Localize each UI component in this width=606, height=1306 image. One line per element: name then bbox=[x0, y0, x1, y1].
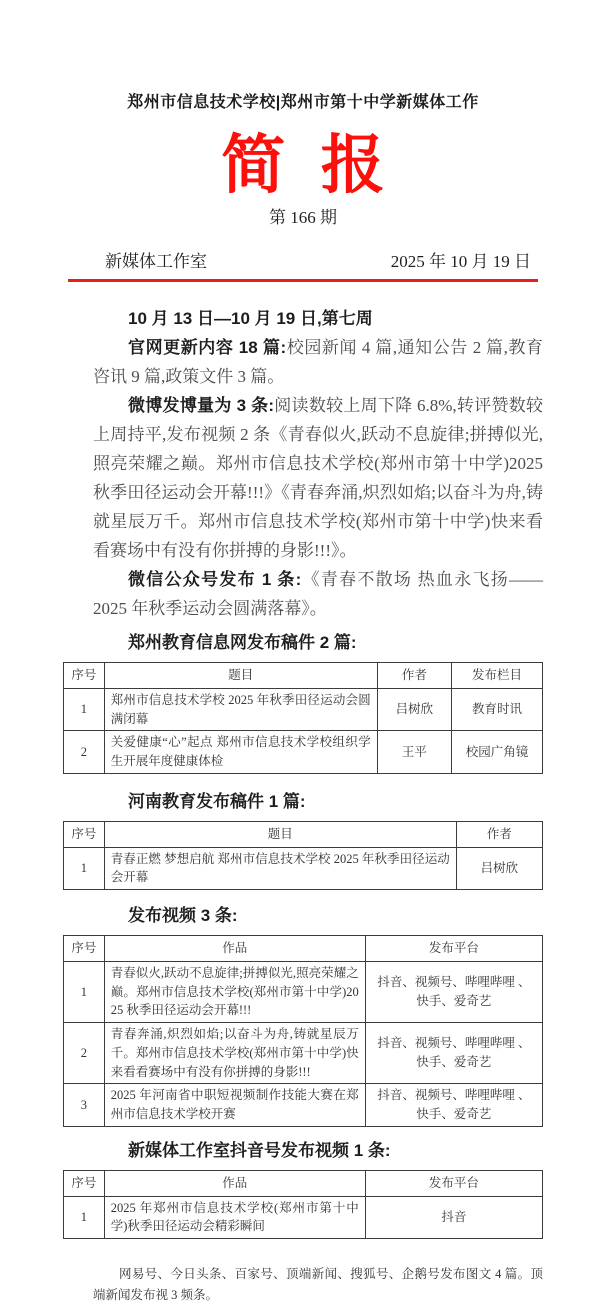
wechat-lead: 微信公众号发布 1 条: bbox=[128, 570, 302, 589]
table-header-row bbox=[64, 936, 543, 962]
organization-header: 郑州市信息技术学校|郑州市第十中学新媒体工作 bbox=[127, 94, 479, 111]
cell-no: 1 bbox=[64, 961, 105, 1022]
cell-title: 郑州市信息技术学校 2025 年秋季田径运动会圆满闭幕 bbox=[104, 688, 377, 731]
henan-articles-table bbox=[63, 821, 543, 890]
issue-date: 2025 年 10 月 19 日 bbox=[390, 252, 531, 271]
column-header-no: 序号 bbox=[64, 663, 105, 689]
zzedu-articles-table bbox=[63, 662, 543, 774]
cell-column: 教育时讯 bbox=[451, 688, 542, 731]
column-header-no: 序号 bbox=[64, 1170, 105, 1196]
table-header-row bbox=[64, 821, 543, 847]
column-header-column: 发布栏目 bbox=[451, 663, 542, 689]
column-header-title: 题目 bbox=[104, 663, 377, 689]
website-update-text: 校园新闻 4 篇,通知公告 2 篇,教育咨讯 9 篇,政策文件 3 篇。 bbox=[93, 338, 543, 386]
table-row bbox=[64, 961, 543, 1022]
cell-column: 校园广角镜 bbox=[451, 731, 542, 774]
column-header-no: 序号 bbox=[64, 936, 105, 962]
weibo-paragraph bbox=[93, 391, 543, 565]
table-row bbox=[64, 1084, 543, 1127]
section-heading-videos: 发布视频 3 条: bbox=[128, 906, 238, 925]
wechat-paragraph bbox=[93, 565, 543, 623]
table-row bbox=[64, 1023, 543, 1084]
cell-work: 2025 年河南省中职短视频制作技能大赛在郑州市信息技术学校开赛 bbox=[104, 1084, 365, 1127]
cell-title: 青春正燃 梦想启航 郑州市信息技术学校 2025 年秋季田径运动会开幕 bbox=[104, 847, 456, 890]
cell-no: 3 bbox=[64, 1084, 105, 1127]
cell-no: 1 bbox=[64, 688, 105, 731]
table-row bbox=[64, 847, 543, 890]
published-videos-table bbox=[63, 935, 543, 1127]
issue-number: 第 166 期 bbox=[269, 208, 337, 227]
section-heading-douyin: 新媒体工作室抖音号发布视频 1 条: bbox=[128, 1140, 391, 1160]
cell-author: 吕树欣 bbox=[456, 847, 542, 890]
cell-no: 1 bbox=[64, 847, 105, 890]
column-header-platform: 发布平台 bbox=[365, 1170, 542, 1196]
bulletin-title: 简 报 bbox=[221, 129, 385, 201]
cell-author: 吕树欣 bbox=[377, 688, 451, 731]
weibo-lead: 微博发博量为 3 条: bbox=[128, 396, 275, 415]
masthead-row bbox=[63, 250, 543, 274]
website-update-paragraph bbox=[93, 333, 543, 391]
column-header-work: 作品 bbox=[104, 936, 365, 962]
cell-platform: 抖音、视频号、哔哩哔哩 、快手、爱奇艺 bbox=[365, 1023, 542, 1084]
section-heading-zzedu: 郑州教育信息网发布稿件 2 篇: bbox=[128, 633, 357, 652]
cell-no: 2 bbox=[64, 731, 105, 774]
section-heading-henan: 河南教育发布稿件 1 篇: bbox=[128, 791, 306, 811]
douyin-videos-table bbox=[63, 1170, 543, 1239]
website-update-lead: 官网更新内容 18 篇: bbox=[128, 338, 287, 357]
cell-work: 青春奔涌,炽烈如焰;以奋斗为舟,铸就星辰万千。郑州市信息技术学校(郑州市第十中学)快来看看赛场中有没有你拼搏的身影!!! bbox=[104, 1023, 365, 1084]
column-header-no: 序号 bbox=[64, 821, 105, 847]
table-header-row bbox=[64, 1170, 543, 1196]
cell-work: 2025 年郑州市信息技术学校(郑州市第十中学)秋季田径运动会精彩瞬间 bbox=[104, 1196, 365, 1239]
red-divider-rule bbox=[68, 279, 538, 282]
bulletin-body bbox=[63, 304, 543, 1306]
column-header-work: 作品 bbox=[104, 1170, 365, 1196]
footer-summary-note: 网易号、今日头条、百家号、顶端新闻、搜狐号、企鹅号发布图文 4 篇。顶端新闻发布视 3 频条。 bbox=[93, 1267, 543, 1302]
column-header-title: 题目 bbox=[104, 821, 456, 847]
cell-platform: 抖音 bbox=[365, 1196, 542, 1239]
column-header-author: 作者 bbox=[456, 821, 542, 847]
week-range-line: 10 月 13 日—10 月 19 日,第七周 bbox=[128, 309, 373, 328]
issuing-office: 新媒体工作室 bbox=[105, 252, 207, 271]
table-row bbox=[64, 688, 543, 731]
table-header-row bbox=[64, 663, 543, 689]
cell-no: 2 bbox=[64, 1023, 105, 1084]
table-row bbox=[64, 731, 543, 774]
cell-work: 青春似火,跃动不息旋律;拼搏似光,照亮荣耀之巅。郑州市信息技术学校(郑州市第十中学)2025 秋季田径运动会开幕!!! bbox=[104, 961, 365, 1022]
wechat-text: 《青春不散场 热血永飞扬——2025 年秋季运动会圆满落幕》。 bbox=[93, 570, 544, 618]
cell-platform: 抖音、视频号、哔哩哔哩 、快手、爱奇艺 bbox=[365, 1084, 542, 1127]
column-header-author: 作者 bbox=[377, 663, 451, 689]
column-header-platform: 发布平台 bbox=[365, 936, 542, 962]
cell-title: 关爱健康“心”起点 郑州市信息技术学校组织学生开展年度健康体检 bbox=[104, 731, 377, 774]
weibo-text: 阅读数较上周下降 6.8%,转评赞数较上周持平,发布视频 2 条《青春似火,跃动不息旋律;拼搏似光,照亮荣耀之巅。郑州市信息技术学校(郑州市第十中学)2025 秋季田径运动会开幕!!!》《青春奔涌,炽烈如焰;以奋斗为舟,铸就星辰万千。郑州市信息技术学校(郑州市第十中学)快来看看赛场中有没有你拼搏的身影!!!》。 bbox=[93, 396, 543, 560]
cell-no: 1 bbox=[64, 1196, 105, 1239]
cell-author: 王平 bbox=[377, 731, 451, 774]
table-row bbox=[64, 1196, 543, 1239]
cell-platform: 抖音、视频号、哔哩哔哩 、快手、爱奇艺 bbox=[365, 961, 542, 1022]
